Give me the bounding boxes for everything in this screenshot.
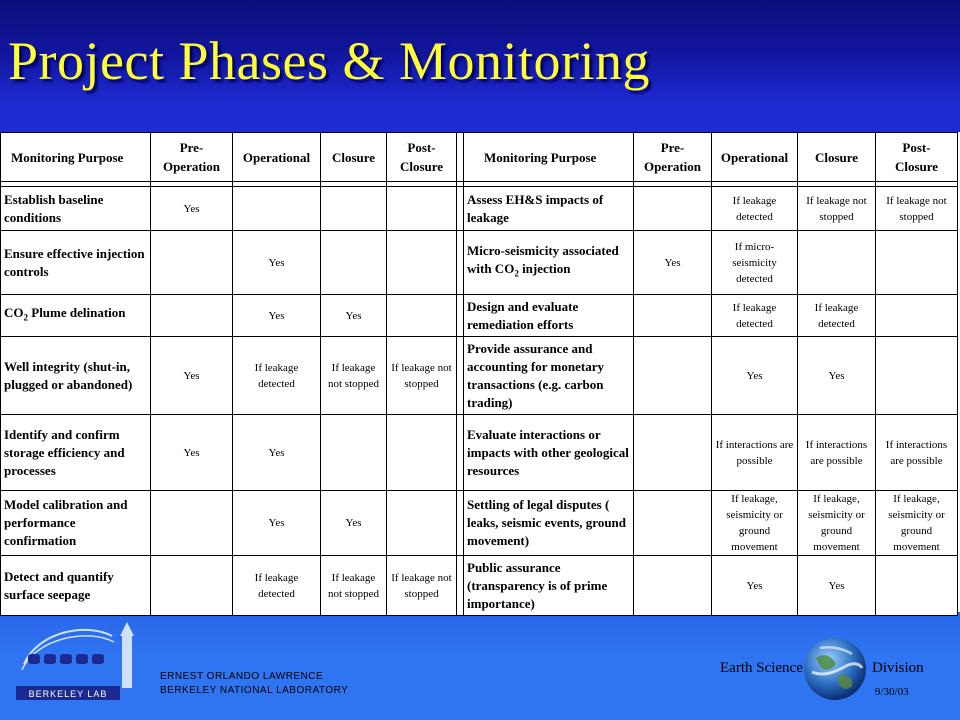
cell-closure: If leakage detected xyxy=(798,295,876,337)
cell-post-closure: If leakage not stopped xyxy=(876,187,958,231)
cell-operational: If interactions are possible xyxy=(712,415,798,491)
cell-pre-operation xyxy=(634,337,712,415)
row-purpose: Well integrity (shut-in, plugged or abandoned) xyxy=(1,337,151,415)
cell-post-closure xyxy=(387,231,457,295)
right-header-operational: Operational xyxy=(712,133,798,182)
column-gap xyxy=(457,133,464,182)
row-purpose: $CO_2$ Plume delination xyxy=(1,295,151,337)
row-purpose: Evaluate interactions or impacts with other geological resources xyxy=(464,415,634,491)
cell-pre-operation xyxy=(634,491,712,556)
row-purpose: Establish baseline conditions xyxy=(1,187,151,231)
cell-closure: Yes xyxy=(798,556,876,616)
cell-closure xyxy=(798,231,876,295)
cell-closure xyxy=(321,231,387,295)
cell-operational: If leakage, seismicity or ground movement xyxy=(712,491,798,556)
cell-pre-operation xyxy=(634,187,712,231)
cell-closure xyxy=(321,187,387,231)
cell-post-closure xyxy=(876,231,958,295)
division-label: Division xyxy=(872,660,924,676)
berkeley-lab-logo xyxy=(16,618,148,711)
table-row xyxy=(1,231,958,295)
row-purpose: Settling of legal disputes ( leaks, seismic events, ground movement) xyxy=(464,491,634,556)
row-purpose: Provide assurance and accounting for monetary transactions (e.g. carbon trading) xyxy=(464,337,634,415)
table-row xyxy=(1,556,958,616)
cell-pre-operation xyxy=(634,415,712,491)
berkeley-lab-emblem-icon xyxy=(16,618,148,706)
cell-pre-operation xyxy=(151,295,233,337)
cell-operational: If leakage detected xyxy=(233,556,321,616)
row-purpose: Assess EH&S impacts of leakage xyxy=(464,187,634,231)
slide-date: 9/30/03 xyxy=(875,686,909,698)
cell-closure: Yes xyxy=(321,295,387,337)
cell-post-closure: If leakage not stopped xyxy=(387,337,457,415)
cell-post-closure xyxy=(387,491,457,556)
cell-pre-operation xyxy=(151,491,233,556)
lab-name-line-1: ERNEST ORLANDO LAWRENCE xyxy=(160,671,324,682)
right-header-closure: Closure xyxy=(798,133,876,182)
right-header-pre-operation: Pre- Operation xyxy=(634,133,712,182)
monitoring-table xyxy=(0,132,958,616)
table-row xyxy=(1,187,958,231)
cell-pre-operation xyxy=(634,295,712,337)
cell-pre-operation xyxy=(151,231,233,295)
earth-globe-icon xyxy=(802,636,868,707)
cell-operational: Yes xyxy=(712,556,798,616)
cell-post-closure xyxy=(876,295,958,337)
cell-pre-operation xyxy=(151,556,233,616)
cell-closure: Yes xyxy=(798,337,876,415)
cell-operational: Yes xyxy=(712,337,798,415)
table-row xyxy=(1,415,958,491)
cell-closure: If interactions are possible xyxy=(798,415,876,491)
cell-post-closure: If leakage, seismicity or ground movement xyxy=(876,491,958,556)
cell-operational: If leakage detected xyxy=(712,187,798,231)
header-row xyxy=(1,133,958,182)
left-header-operational: Operational xyxy=(233,133,321,182)
right-header-post-closure: Post- Closure xyxy=(876,133,958,182)
cell-pre-operation: Yes xyxy=(151,337,233,415)
left-header-closure: Closure xyxy=(321,133,387,182)
row-purpose: Identify and confirm storage efficiency and processes xyxy=(1,415,151,491)
table-row xyxy=(1,491,958,556)
cell-post-closure: If leakage not stopped xyxy=(387,556,457,616)
cell-closure: If leakage not stopped xyxy=(798,187,876,231)
earth-science-label: Earth Science xyxy=(720,660,803,676)
cell-closure xyxy=(321,415,387,491)
cell-operational: Yes xyxy=(233,295,321,337)
cell-closure: Yes xyxy=(321,491,387,556)
lab-name-line-2: BERKELEY NATIONAL LABORATORY xyxy=(160,685,349,696)
monitoring-table-sheet xyxy=(0,132,960,612)
cell-post-closure xyxy=(387,415,457,491)
left-header-pre-operation: Pre- Operation xyxy=(151,133,233,182)
row-purpose: Public assurance (transparency is of prime importance) xyxy=(464,556,634,616)
cell-closure: If leakage not stopped xyxy=(321,337,387,415)
table-row xyxy=(1,337,958,415)
cell-pre-operation: Yes xyxy=(151,415,233,491)
cell-post-closure xyxy=(876,337,958,415)
cell-operational: If leakage detected xyxy=(233,337,321,415)
left-header-post-closure: Post- Closure xyxy=(387,133,457,182)
cell-operational: If leakage detected xyxy=(712,295,798,337)
table-row xyxy=(1,295,958,337)
cell-post-closure: If interactions are possible xyxy=(876,415,958,491)
lab-full-name xyxy=(160,670,348,698)
berkeley-lab-logo-text: BERKELEY LAB xyxy=(28,689,108,699)
cell-closure: If leakage not stopped xyxy=(321,556,387,616)
cell-closure: If leakage, seismicity or ground movement xyxy=(798,491,876,556)
cell-operational: If micro-seismicity detected xyxy=(712,231,798,295)
cell-post-closure xyxy=(387,295,457,337)
cell-operational: Yes xyxy=(233,491,321,556)
cell-pre-operation: Yes xyxy=(634,231,712,295)
cell-operational xyxy=(233,187,321,231)
cell-pre-operation xyxy=(634,556,712,616)
row-purpose: Model calibration and performance confirmation xyxy=(1,491,151,556)
right-header-purpose: Monitoring Purpose xyxy=(464,133,634,182)
cell-pre-operation: Yes xyxy=(151,187,233,231)
left-header-purpose: Monitoring Purpose xyxy=(1,133,151,182)
cell-operational: Yes xyxy=(233,415,321,491)
row-purpose: Design and evaluate remediation efforts xyxy=(464,295,634,337)
row-purpose: Ensure effective injection controls xyxy=(1,231,151,295)
row-purpose: Detect and quantify surface seepage xyxy=(1,556,151,616)
cell-post-closure xyxy=(387,187,457,231)
cell-post-closure xyxy=(876,556,958,616)
slide-title: Project Phases & Monitoring xyxy=(8,31,650,91)
row-purpose: Micro-seismicity associated with $CO_2$ injection xyxy=(464,231,634,295)
cell-operational: Yes xyxy=(233,231,321,295)
